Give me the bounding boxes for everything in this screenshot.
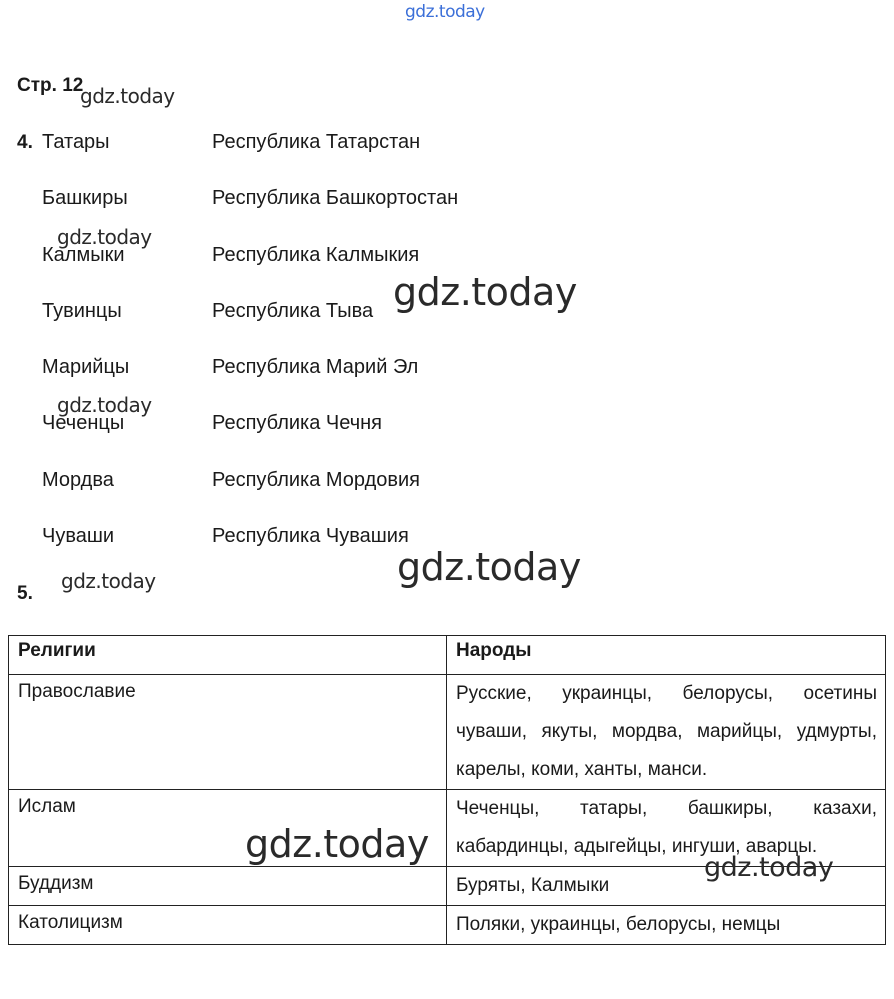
people-item: Чуваши — [42, 525, 115, 547]
republic-item: Республика Татарстан — [212, 131, 421, 153]
religion-cell: Буддизм — [9, 867, 447, 906]
religion-cell: Ислам — [9, 790, 447, 867]
people-item: Чеченцы — [42, 412, 125, 434]
peoples-cell: Чеченцы, татары, башкиры, казахи, кабардинцы, адыгейцы, ингуши, аварцы. — [447, 790, 886, 867]
peoples-cell: Поляки, украинцы, белорусы, немцы — [447, 906, 886, 945]
page-label: Стр. 12 — [17, 75, 84, 96]
column-header-peoples: Народы — [447, 636, 886, 675]
republic-item: Республика Башкортостан — [212, 187, 459, 209]
watermark: gdz.today — [80, 84, 175, 108]
task-4-number: 4. — [17, 132, 33, 153]
people-item: Калмыки — [42, 244, 125, 266]
people-item: Мордва — [42, 469, 114, 491]
republic-item: Республика Чечня — [212, 412, 382, 434]
people-item: Марийцы — [42, 356, 130, 378]
religion-cell: Православие — [9, 675, 447, 790]
table-row — [9, 906, 886, 945]
table-row — [9, 675, 886, 790]
table-header-row — [9, 636, 886, 675]
watermark: gdz.today — [57, 225, 152, 249]
republic-item: Республика Тыва — [212, 300, 374, 322]
task-5-number: 5. — [17, 583, 33, 604]
watermark: gdz.today — [61, 569, 156, 593]
people-item: Тувинцы — [42, 300, 122, 322]
republic-item: Республика Мордовия — [212, 469, 420, 491]
header-watermark: gdz.today — [405, 2, 485, 22]
watermark: gdz.today — [704, 852, 834, 883]
watermark: gdz.today — [245, 822, 429, 866]
people-item: Башкиры — [42, 187, 128, 209]
peoples-cell: Буряты, Калмыки — [447, 867, 886, 906]
people-item: Татары — [42, 131, 110, 153]
column-header-religions: Религии — [9, 636, 447, 675]
watermark: gdz.today — [393, 270, 577, 314]
watermark: gdz.today — [57, 393, 152, 417]
republic-item: Республика Калмыкия — [212, 244, 420, 266]
peoples-cell: Русские, украинцы, белорусы, осетины чуваши, якуты, мордва, марийцы, удмурты, карелы, коми, ханты, манси. — [447, 675, 886, 790]
religion-cell: Католицизм — [9, 906, 447, 945]
watermark: gdz.today — [397, 545, 581, 589]
religions-table — [8, 635, 886, 945]
republic-item: Республика Марий Эл — [212, 356, 419, 378]
republic-item: Республика Чувашия — [212, 525, 409, 547]
